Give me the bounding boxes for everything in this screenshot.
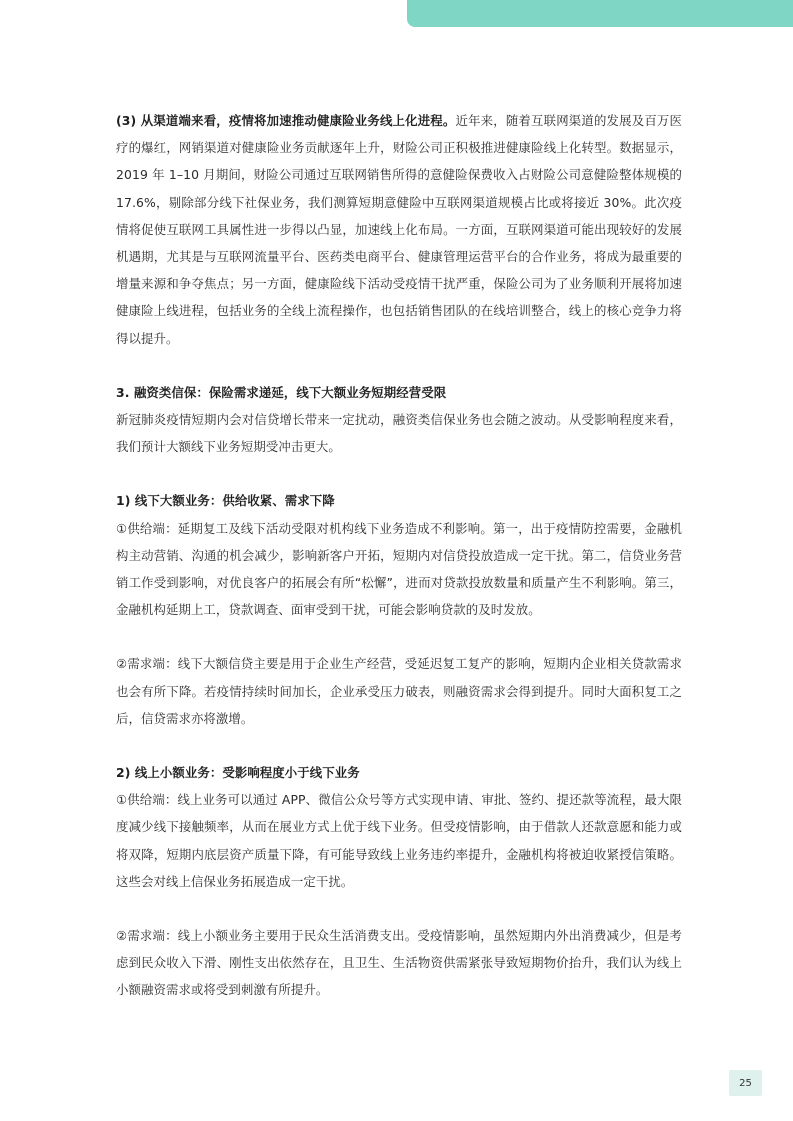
offline-large-demand: ②需求端：线下大额信贷主要是用于企业生产经营，受延迟复工复产的影响，短期内企业相关贷款需求也会有所下降。若疫情持续时间加长，企业承受压力破表，则融资需求会得到提升。同时大面积复工之后，信贷需求亦将激增。	[116, 656, 682, 726]
section3-paragraph	[116, 107, 682, 352]
online-small-demand: ②需求端：线上小额业务主要用于民众生活消费支出。受疫情影响，虽然短期内外出消费减少，但是考虑到民众收入下滑、刚性支出依然存在，且卫生、生活物资供需紧张导致短期物价抬升，我们认为线上小额融资需求或将受到刺激有所提升。	[116, 928, 682, 998]
page-content	[116, 107, 682, 1004]
offline-large-heading: 1) 线下大额业务：供给收紧、需求下降	[116, 493, 335, 509]
offline-large-supply: ①供给端：延期复工及线下活动受限对机构线下业务造成不利影响。第一，出于疫情防控需要，金融机构主动营销、沟通的机会减少，影响新客户开拓，短期内对信贷投放造成一定干扰。第二，信贷业务营销工作受到影响，对优良客户的拓展会有所“松懈”，进而对贷款投放数量和质量产生不利影响。第三，金融机构延期上工，贷款调查、面审受到干扰，可能会影响贷款的及时发放。	[116, 520, 682, 618]
section3-lead: (3) 从渠道端来看，疫情将加速推动健康险业务线上化进程。	[116, 113, 456, 128]
header-accent-bar	[407, 0, 793, 27]
online-small-heading: 2) 线上小额业务：受影响程度小于线下业务	[116, 765, 360, 781]
section3-body: 近年来，随着互联网渠道的发展及百万医疗的爆红，网销渠道对健康险业务贡献逐年上升，财险公司正积极推进健康险线上化转型。数据显示，2019 年 1–10 月期间，财险公司通过互联网销售所得的意健险保费收入占财险公司意健险整体规模的 17.6%，剔除部分线下社保业务，我们测算短期意健险中互联网渠道规模占比或将接近 30%。此次疫情将促使互联网工具属性进一步得以凸显，加速线上化布局。一方面，互联网渠道可能出现较好的发展机遇期，尤其是与互联网流量平台、医药类电商平台、健康管理运营平台的合作业务，将成为最重要的增量来源和争夺焦点；另一方面，健康险线下活动受疫情干扰严重，保险公司为了业务顺利开展将加速健康险上线进程，包括业务的全线上流程操作，也包括销售团队的在线培训整合，线上的核心竞争力将得以提升。	[116, 113, 682, 346]
page-number: 25	[729, 1070, 762, 1096]
financing-heading: 3. 融资类信保：保险需求递延，线下大额业务短期经营受限	[116, 384, 447, 400]
financing-intro: 新冠肺炎疫情短期内会对信贷增长带来一定扰动，融资类信保业务也会随之波动。从受影响程度来看，我们预计大额线下业务短期受冲击更大。	[116, 412, 682, 455]
online-small-supply: ①供给端：线上业务可以通过 APP、微信公众号等方式实现申请、审批、签约、提还款等流程，最大限度减少线下接触频率，从而在展业方式上优于线下业务。但受疫情影响，由于借款人还款意愿和能力或将双降，短期内底层资产质量下降，有可能导致线上业务违约率提升，金融机构将被迫收紧授信策略。这些会对线上信保业务拓展造成一定干扰。	[116, 792, 682, 889]
